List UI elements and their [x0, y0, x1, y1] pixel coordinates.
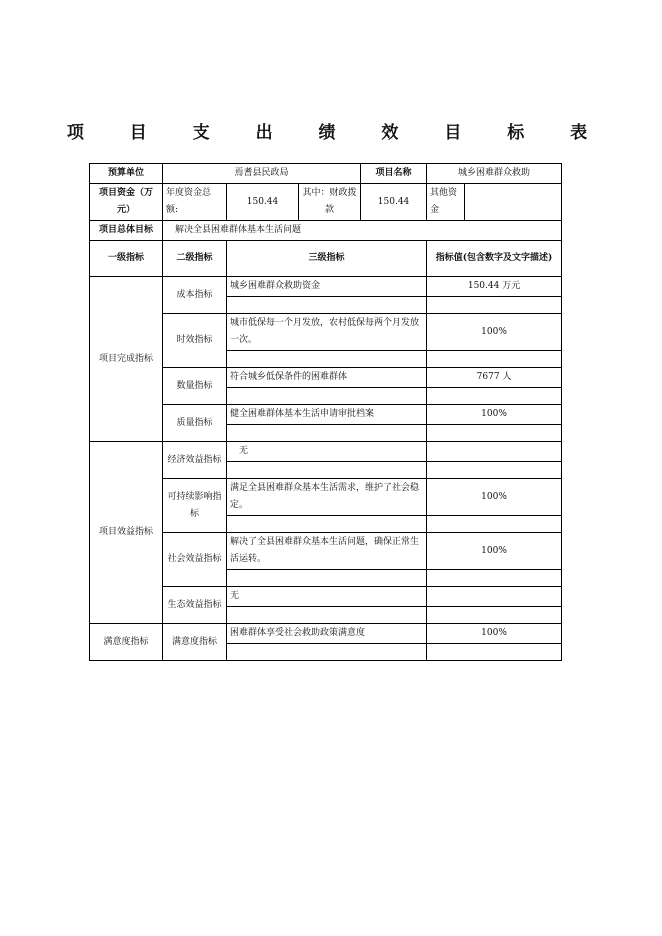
cost-value: 150.44 万元 — [427, 277, 562, 297]
empty-cell — [227, 351, 427, 368]
col-level2: 二级指标 — [163, 241, 227, 277]
empty-cell — [227, 644, 427, 661]
qty-label: 数量指标 — [163, 368, 227, 405]
empty-cell — [427, 607, 562, 624]
overall-goal-value: 解决全县困难群体基本生活问题 — [163, 221, 562, 241]
sat-value: 100% — [427, 624, 562, 644]
budget-unit-label: 预算单位 — [90, 164, 163, 184]
qty-value: 7677 人 — [427, 368, 562, 388]
sat-item: 困难群体享受社会救助政策满意度 — [227, 624, 427, 644]
sat-label: 满意度指标 — [163, 624, 227, 661]
empty-cell — [427, 425, 562, 442]
empty-cell — [227, 607, 427, 624]
social-label: 社会效益指标 — [163, 533, 227, 587]
empty-cell — [227, 462, 427, 479]
time-label: 时效指标 — [163, 314, 227, 368]
overall-goal-label: 项目总体目标 — [90, 221, 163, 241]
group-effect: 项目效益指标 — [90, 442, 163, 624]
cost-item: 城乡困难群众救助资金 — [227, 277, 427, 297]
time-item: 城市低保每一个月发放，农村低保每两个月发放一次。 — [227, 314, 427, 351]
finance-value: 150.44 — [361, 184, 427, 221]
cost-label: 成本指标 — [163, 277, 227, 314]
funds-label: 项目资金（万元） — [90, 184, 163, 221]
sustain-value: 100% — [427, 479, 562, 516]
empty-cell — [427, 516, 562, 533]
empty-cell — [427, 587, 562, 607]
finance-label: 其中：财政拨款 — [299, 184, 361, 221]
group-completion: 项目完成指标 — [90, 277, 163, 442]
other-funds-value — [465, 184, 562, 221]
empty-cell — [427, 351, 562, 368]
group-satisfaction: 满意度指标 — [90, 624, 163, 661]
empty-cell — [427, 297, 562, 314]
annual-total-value: 150.44 — [227, 184, 299, 221]
quality-label: 质量指标 — [163, 405, 227, 442]
empty-cell — [227, 297, 427, 314]
sustain-label: 可持续影响指标 — [163, 479, 227, 533]
eco-label: 生态效益指标 — [163, 587, 227, 624]
col-level1: 一级指标 — [90, 241, 163, 277]
quality-value: 100% — [427, 405, 562, 425]
time-value: 100% — [427, 314, 562, 351]
econ-label: 经济效益指标 — [163, 442, 227, 479]
social-item: 解决了全县困难群众基本生活问题，确保正常生活运转。 — [227, 533, 427, 570]
col-level3: 三级指标 — [227, 241, 427, 277]
project-name-value: 城乡困难群众救助 — [427, 164, 562, 184]
budget-unit-value: 焉耆县民政局 — [163, 164, 361, 184]
empty-cell — [427, 644, 562, 661]
empty-cell — [427, 462, 562, 479]
social-value: 100% — [427, 533, 562, 570]
econ-item: 无 — [227, 442, 427, 462]
annual-total-label: 年度资金总额: — [163, 184, 227, 221]
empty-cell — [227, 516, 427, 533]
sustain-item: 满足全县困难群众基本生活需求，维护了社会稳定。 — [227, 479, 427, 516]
col-value: 指标值(包含数字及文字描述) — [427, 241, 562, 277]
empty-cell — [427, 570, 562, 587]
empty-cell — [227, 388, 427, 405]
quality-item: 健全困难群体基本生活申请审批档案 — [227, 405, 427, 425]
page-title: 项 目 支 出 绩 效 目 标 表 — [66, 123, 608, 143]
other-funds-label: 其他资金 — [427, 184, 465, 221]
performance-target-table — [89, 163, 562, 661]
qty-item: 符合城乡低保条件的困难群体 — [227, 368, 427, 388]
empty-cell — [227, 425, 427, 442]
empty-cell — [227, 570, 427, 587]
empty-cell — [427, 388, 562, 405]
project-name-label: 项目名称 — [361, 164, 427, 184]
empty-cell — [427, 442, 562, 462]
eco-item: 无 — [227, 587, 427, 607]
